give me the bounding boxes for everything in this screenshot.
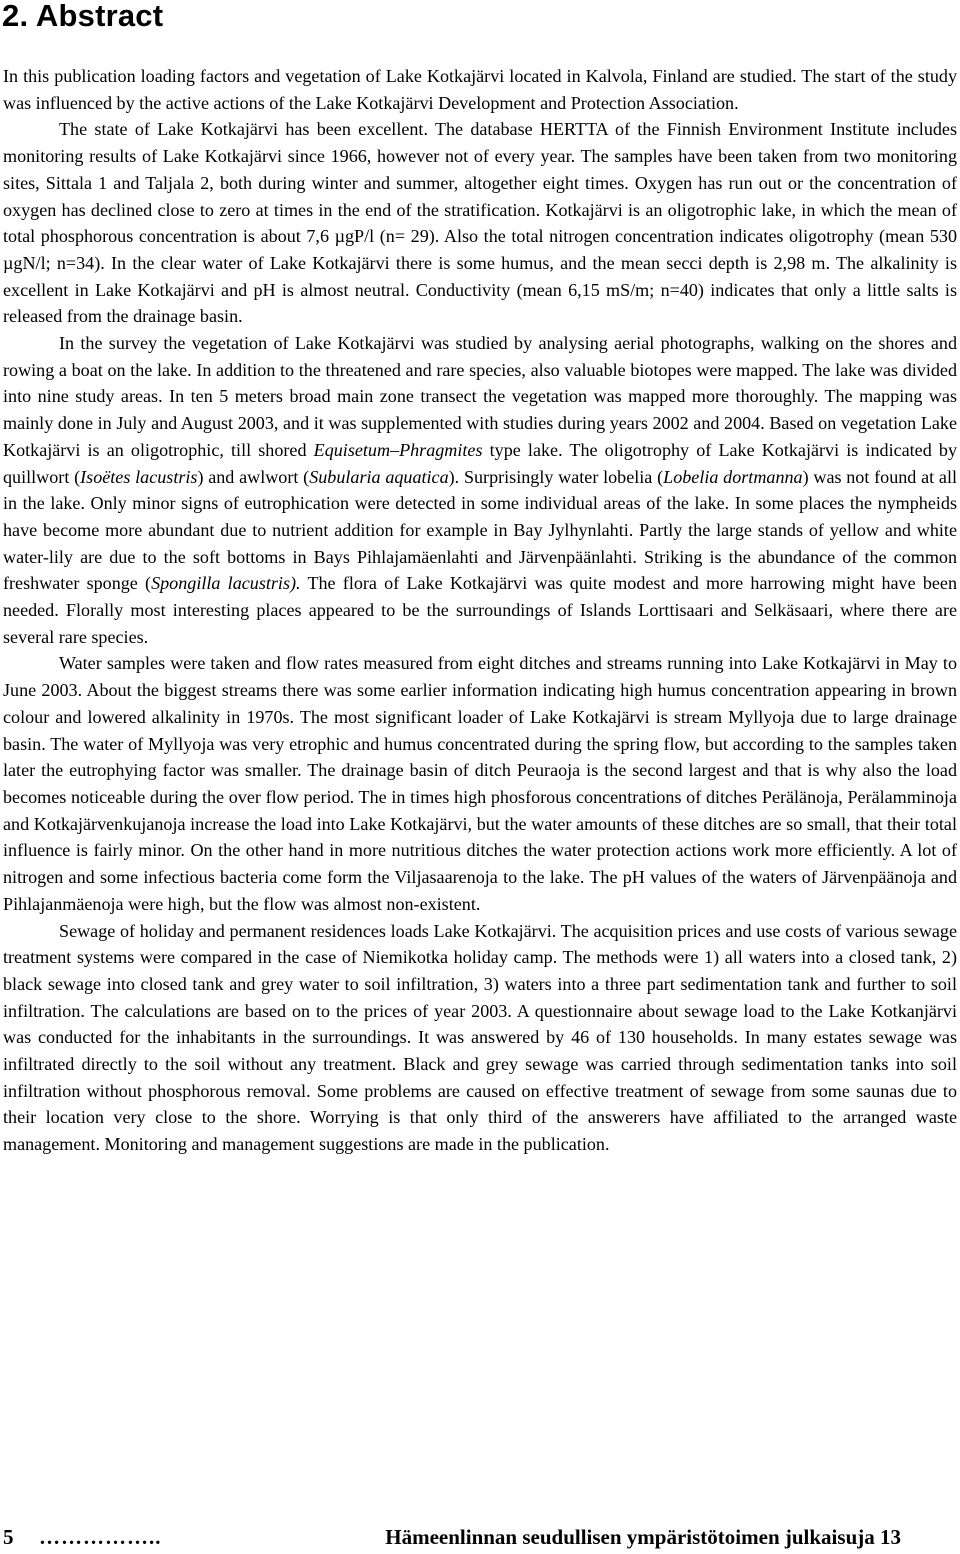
paragraph-water-quality: The state of Lake Kotkajärvi has been excellent. The database HERTTA of the Finnish Environment Institute includes monitoring results of Lake Kotkajärvi since 1966, however not of every year. The samples have been taken from two monitoring sites, Sittala 1 and Taljala 2, both during winter and summer, altogether eight times. Oxygen has run out or the concentration of oxygen has declined close to zero at times in the end of the stratification. Kotkajärvi is an oligotrophic lake, in which the mean of total phosphorous concentration is about 7,6 µgP/l (n= 29). Also the total nitrogen concentration indicates oligotrophy (mean 530 µgN/l; n=34). In the clear water of Lake Kotkajärvi there is some humus, and the mean secci depth is 2,98 m. The alkalinity is excellent in Lake Kotkajärvi and pH is almost neutral. Conductivity (mean 6,15 mS/m; n=40) indicates that only a little salts is released from the drainage basin. xyxy=(3,119,957,327)
paragraph-intro: In this publication loading factors and vegetation of Lake Kotkajärvi located in Kalvola, Finland are studied. The start of the study was influenced by the active actions of the Lake Kotkajärvi Development and Protection Association. xyxy=(3,66,957,113)
dot-leader: …………….. xyxy=(39,1525,162,1549)
vegetation-text-5: ) was not found at all in the lake. Only minor signs of eutrophication were detected in some individual areas of the lake. In some places the nympheids have become more abundant due to nutrient addition for example in Bay Jylhynlahti. Partly the large stands of yellow and white water-lily are due to the soft bottoms in Bays Pihlajamäenlahti and Järvenpäänlahti. Striking is the abundance of the common freshwater sponge ( xyxy=(3,466,957,594)
paragraph-vegetation xyxy=(3,330,957,650)
species-lobelia: Lobelia dortmanna xyxy=(663,466,803,487)
abstract-body xyxy=(3,63,957,1158)
species-spongilla: Spongilla lacustris). xyxy=(151,573,301,594)
vegetation-text-6: The flora of Lake Kotkajärvi was quite modest and more harrowing might have been needed. Florally most interesting places appeared to be the surroundings of Islands Lorttisaari and Selkäsaari, where there are several rare species. xyxy=(3,573,957,647)
paragraph-streams: Water samples were taken and flow rates measured from eight ditches and streams running into Lake Kotkajärvi in May to June 2003. About the biggest streams there was some earlier information indicating high humus concentration appearing in brown colour and lowered alkalinity in 1970s. The most significant loader of Lake Kotkajärvi is stream Myllyoja due to large drainage basin. The water of Myllyoja was very etrophic and humus concentrated during the spring flow, but according to the samples taken later the eutrophying factor was smaller. The drainage basin of ditch Peuraoja is the second largest and that is why also the load becomes noticeable during the over flow period. The in times high phosforous concentrations of ditches Perälänoja, Perälamminoja and Kotkajärvenkujanoja increase the load into Lake Kotkajärvi, but the water amounts of these ditches are so small, that their total influence is fairly minor. On the other hand in more nutritious ditches the water protection actions work more efficiently. A lot of nitrogen and some infectious bacteria come form the Viljasaarenoja to the lake. The pH values of the waters of Järvenpäänoja and Pihlajanmäenoja were high, but the flow was almost non-existent. xyxy=(3,653,957,914)
species-equisetum-phragmites: Equisetum–Phragmites xyxy=(313,439,483,460)
paragraph-sewage: Sewage of holiday and permanent residences loads Lake Kotkajärvi. The acquisition prices and use costs of various sewage treatment systems were compared in the case of Niemikotka holiday camp. The methods were 1) all waters into a closed tank, 2) black sewage into closed tank and grey water to soil infiltration, 3) waters into a three part sedimentation tank and further to soil infiltration. The calculations are based on to the prices of year 2003. A questionnaire about sewage load to the Lake Kotkanjärvi was conducted for the inhabitants in the surroundings. It was answered by 46 of 130 households. In many estates sewage was infiltrated directly to the soil without any treatment. Black and grey sewage was carried through sedimentation tanks into soil infiltration without phosphorous removal. Some problems are caused on effective treatment of sewage from some saunas due to their location very close to the shore. Worrying is that only third of the answerers have affiliated to the arranged waste management. Monitoring and management suggestions are made in the publication. xyxy=(3,920,957,1155)
vegetation-text-4: ). Surprisingly water lobelia ( xyxy=(448,466,664,487)
vegetation-text-1: In the survey the vegetation of Lake Kotkajärvi was studied by analysing aerial photographs, walking on the shores and rowing a boat on the lake. In addition to the threatened and rare species, also valuable biotopes were mapped. The lake was divided into nine study areas. In ten 5 meters broad main zone transect the vegetation was mapped more thoroughly. The mapping was mainly done in July and August 2003, and it was supplemented with studies during years 2002 and 2004. Based on vegetation Lake Kotkajärvi is an oligotrophic, till shored xyxy=(3,333,957,460)
section-heading: 2. Abstract xyxy=(2,0,164,33)
species-subularia: Subularia aquatica xyxy=(309,466,449,487)
vegetation-text-3: ) and awlwort ( xyxy=(197,466,310,487)
vegetation-text-2: type lake. The oligotrophy of Lake Kotkajärvi is indicated by quillwort ( xyxy=(3,439,957,487)
page-number: 5 xyxy=(3,1525,14,1549)
series-title: Hämeenlinnan seudullisen ympäristötoimen julkaisuja 13 xyxy=(385,1525,901,1549)
species-isoetes: Isoëtes lacustris xyxy=(80,466,198,487)
